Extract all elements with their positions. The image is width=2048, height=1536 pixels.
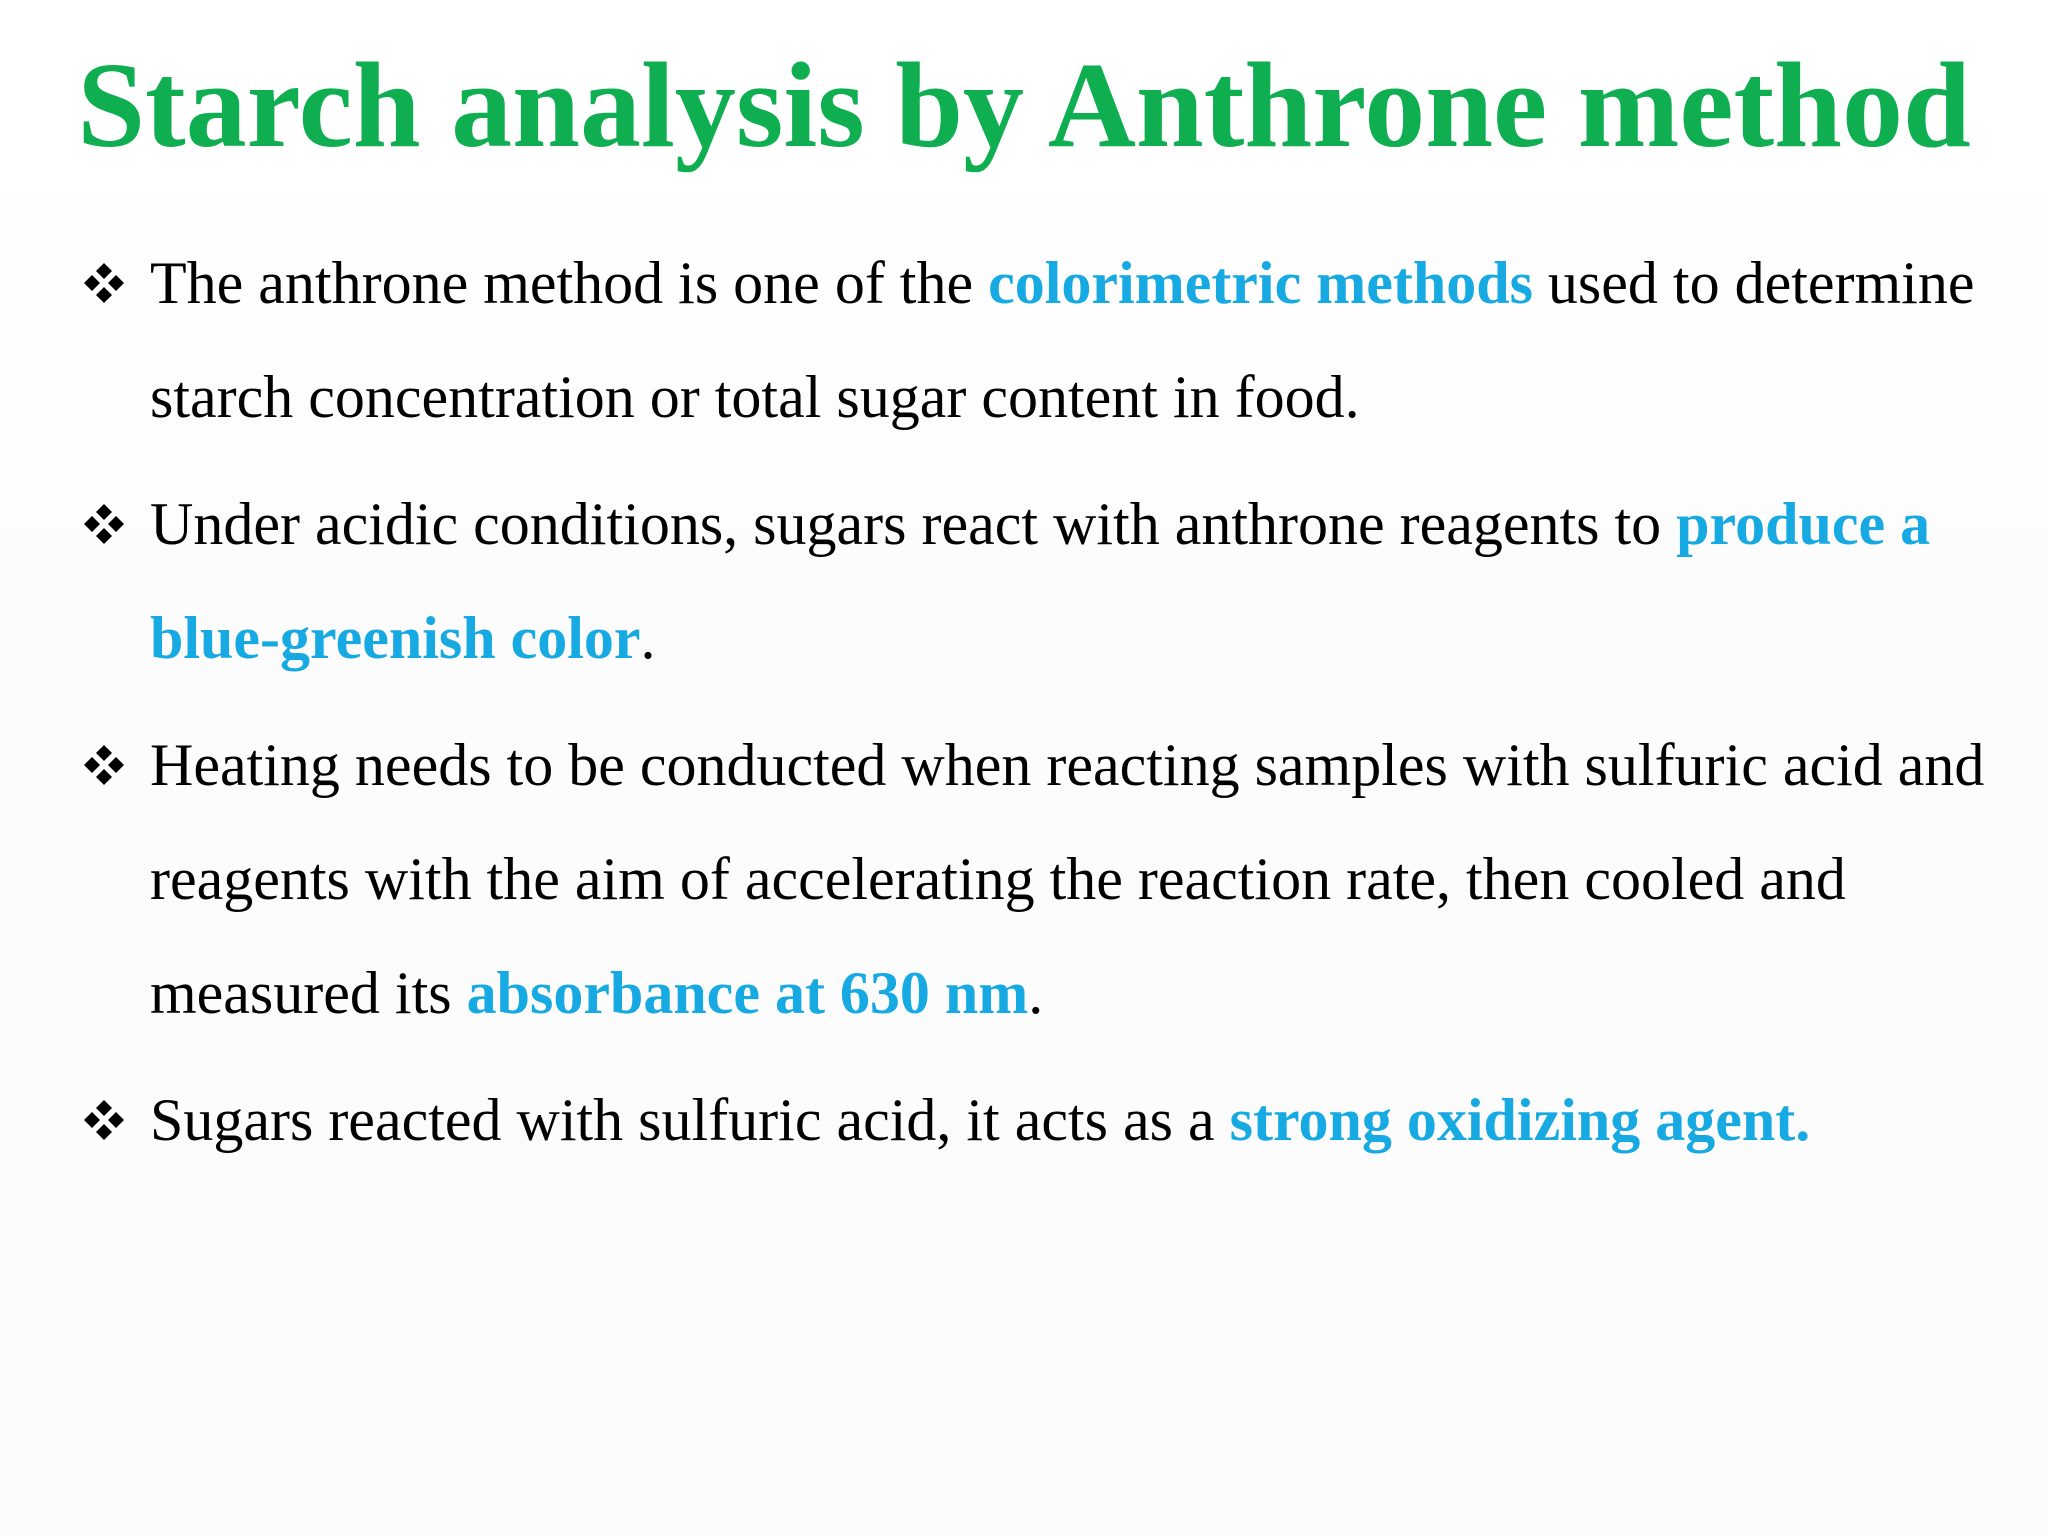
four-diamond-icon — [78, 708, 130, 822]
highlighted-term: strong oxidizing agent. — [1229, 1087, 1811, 1153]
bullet-text-segment: used to determine starch concentration or total sugar content in food. — [150, 250, 1975, 430]
highlighted-term: produce a blue-greenish color — [150, 491, 1931, 671]
bullet-text-segment: The anthrone method is one of the — [150, 250, 989, 316]
highlighted-term: absorbance at 630 nm — [466, 960, 1029, 1026]
bullet-list — [70, 226, 2000, 1190]
four-diamond-icon — [78, 467, 130, 581]
bullet-text-segment: . — [1028, 960, 1044, 1026]
bullet-item — [70, 708, 2000, 1050]
four-diamond-icon — [78, 226, 130, 340]
bullet-text-segment: Under acidic conditions, sugars react with anthrone reagents to — [150, 491, 1677, 557]
bullet-item — [70, 226, 2000, 454]
bullet-text-segment: . — [640, 605, 656, 671]
slide-title: Starch analysis by Anthrone method — [77, 38, 1971, 173]
four-diamond-icon — [78, 1063, 130, 1177]
bullet-text-segment: Sugars reacted with sulfuric acid, it acts as a — [150, 1087, 1230, 1153]
bullet-text-segment: Heating needs to be conducted when reacting samples with sulfuric acid and reagents with the aim of accelerating the reaction rate, then cooled and measured its — [150, 732, 1985, 1026]
highlighted-term: colorimetric methods — [988, 250, 1533, 316]
bullet-item — [70, 1063, 2000, 1177]
bullet-item — [70, 467, 2000, 695]
